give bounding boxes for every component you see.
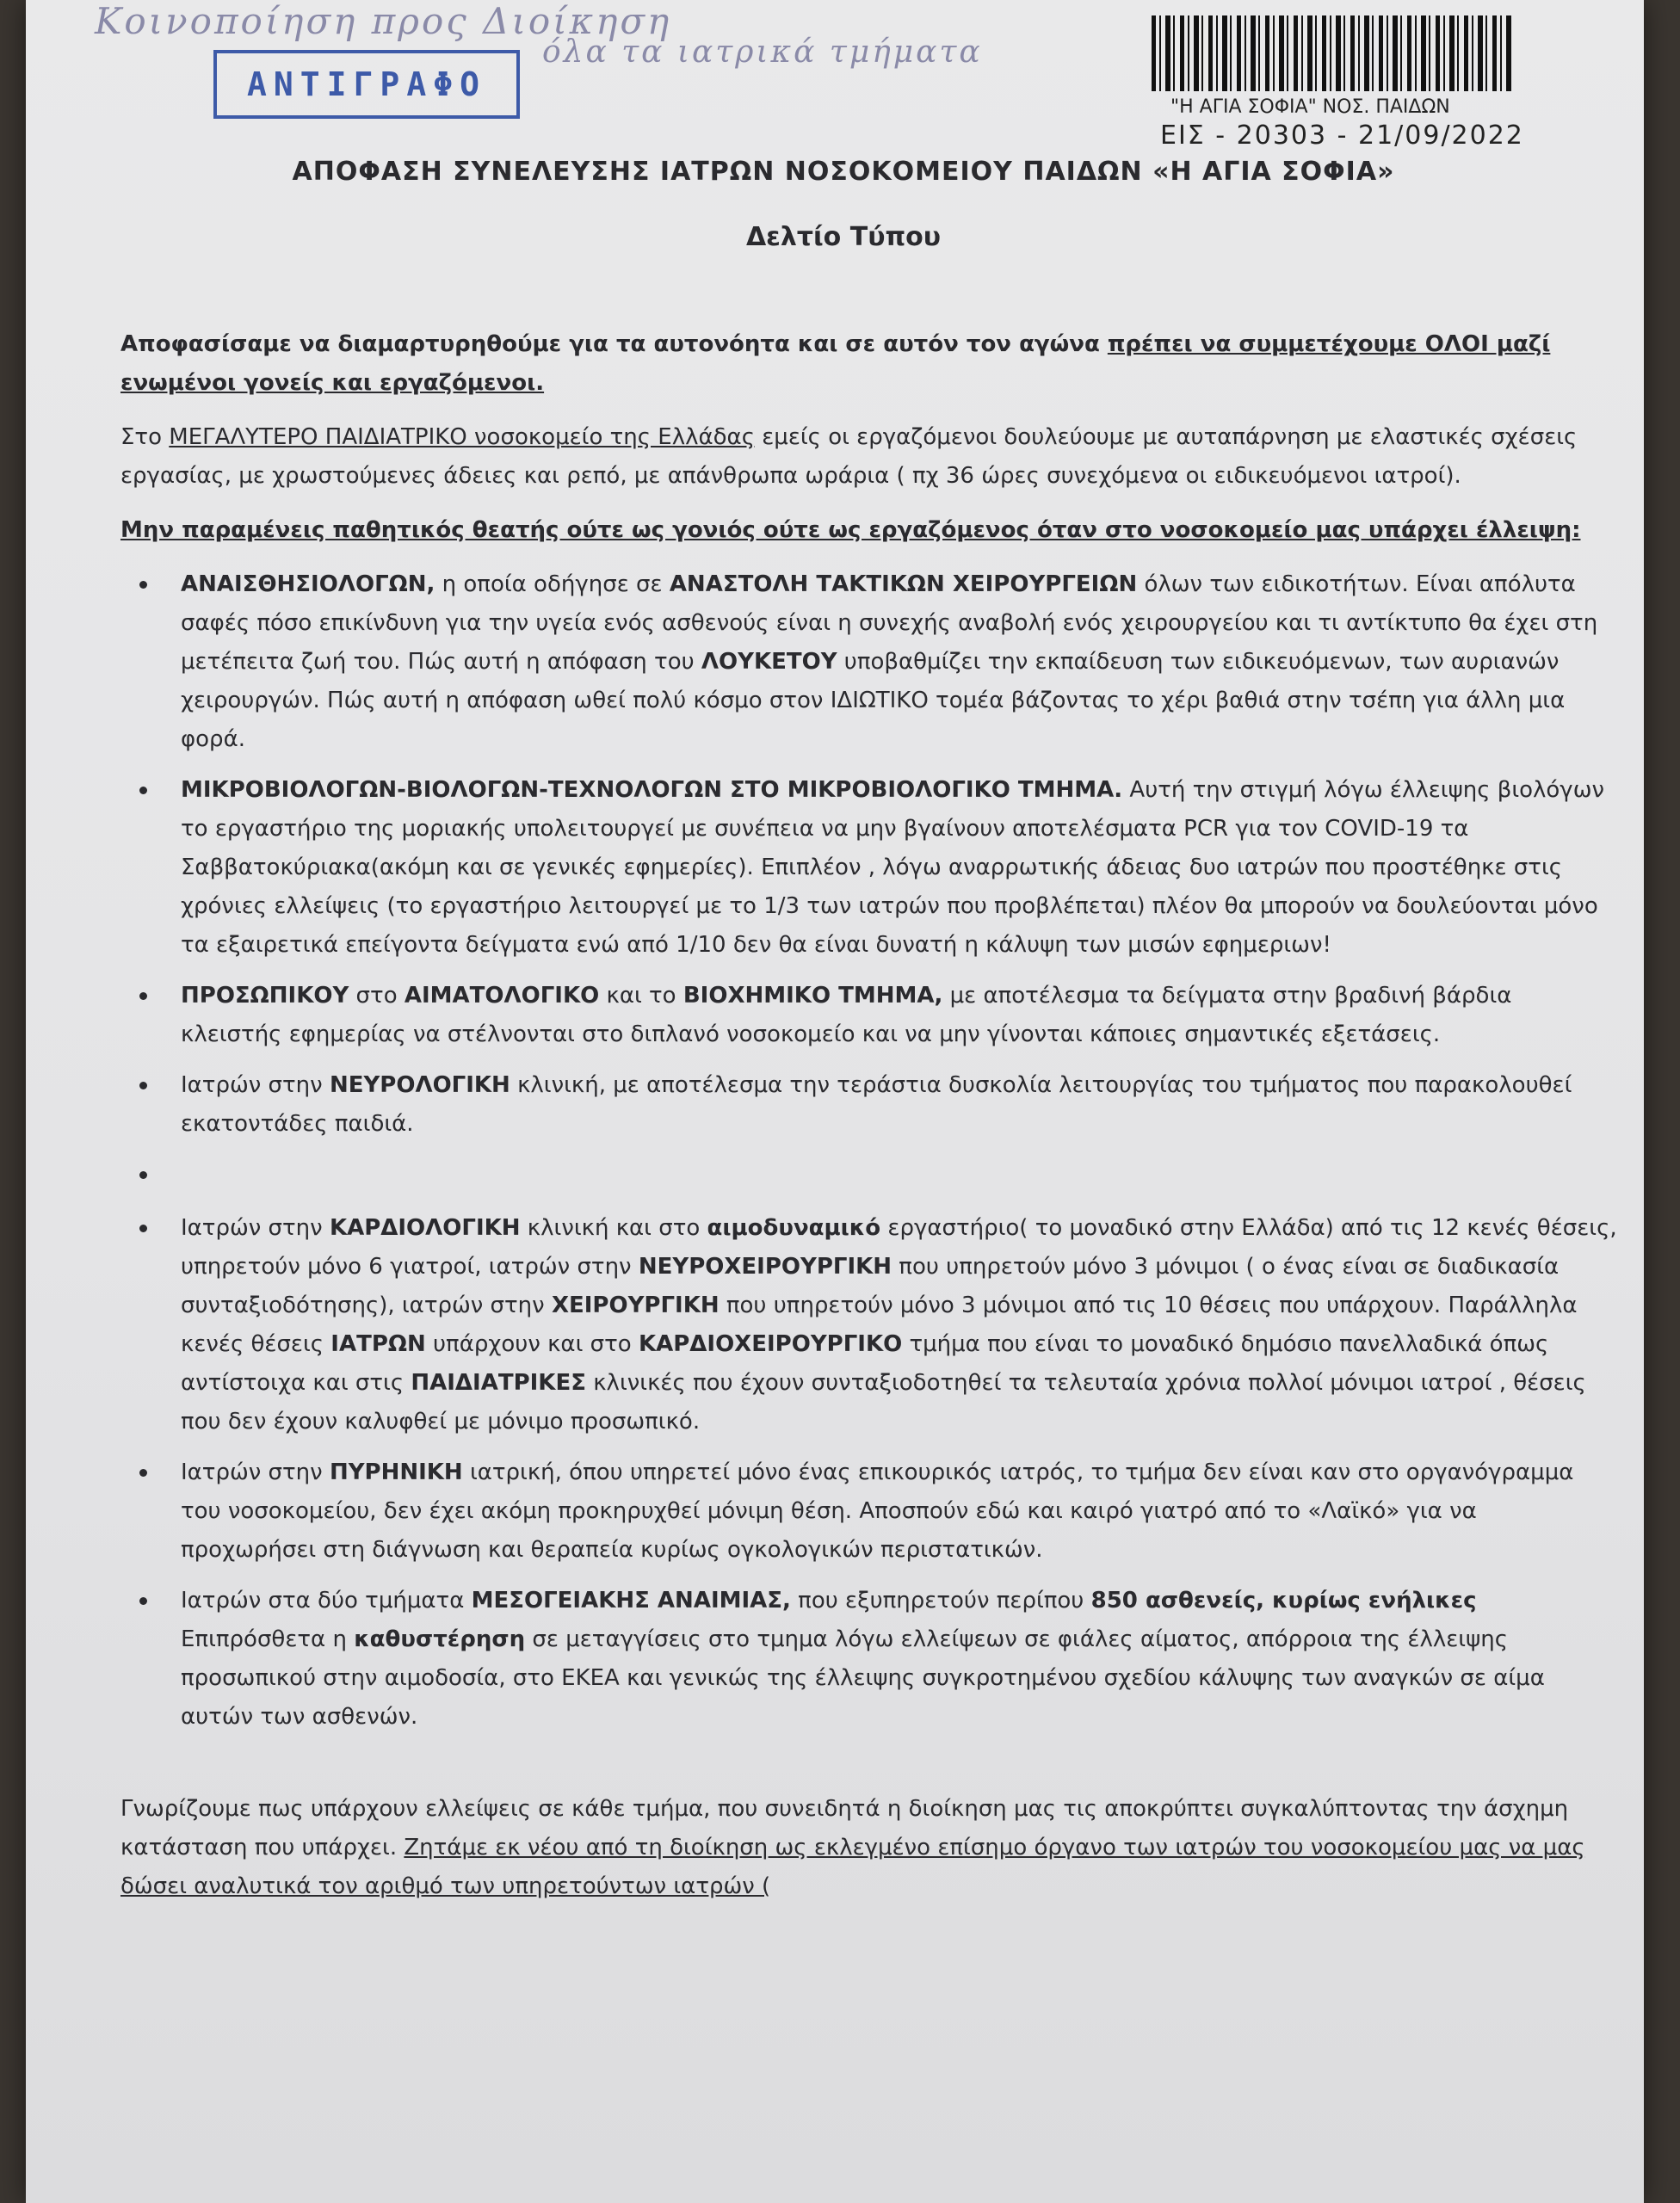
text: εργαστήριο( το μοναδικό στην Ελλάδα) από τις 12 κενές θέσεις, υπηρετούν μόνο 6 γιατροί, ιατρών στην xyxy=(181,1215,1617,1280)
bold-text: ΜΙΚΡΟΒΙΟΛΟΓΩΝ-ΒΙΟΛΟΓΩΝ-ΤΕΧΝΟΛΟΓΩΝ ΣΤΟ ΜΙΚΡΟΒΙΟΛΟΓΙΚΟ ΤΜΗΜΑ. xyxy=(181,777,1123,803)
intro-paragraph xyxy=(120,325,1618,403)
bold-text: ΒΙΟΧΗΜΙΚΟ ΤΜΗΜΑ, xyxy=(682,983,943,1009)
copy-stamp xyxy=(213,50,520,119)
text: ιατρική, όπου υπηρετεί μόνο ένας επικουρικός ιατρός, το τμήμα δεν είναι καν στο οργανόγραμμα του νοσοκομείου, δεν έχει ακόμη προκηρυχθεί μόνιμη θέση. Αποσπούν εδώ και καιρό γιατρό από το «Λαϊκό» για να προχωρήσει στη διάγνωση και θεραπεία κυρίως ογκολογικών περιστατικών. xyxy=(181,1459,1574,1563)
section-heading: Μην παραμένεις παθητικός θεατής ούτε ως γονιός ούτε ως εργαζόμενος όταν στο νοσοκομείο μας υπάρχει έλλειψη: xyxy=(120,517,1581,543)
bold-text: ΠΥΡΗΝΙΚΗ xyxy=(329,1459,463,1485)
text: Αυτή την στιγμή λόγω έλλειψης βιολόγων το εργαστήριο της μοριακής υπολειτουργεί με συνέπεια να μην βγαίνουν αποτελέσματα PCR για τον COVID-19 τα Σαββατοκύριακα(ακόμη και σε γενικές εφημερίες). Επιπλέον , λόγω αναρρωτικής άδειας δυο ιατρών που προστέθηκε στις χρόνιες ελλείψεις (το εργαστήριο λειτουργεί με το 1/3 των ιατρών που προβλέπεται) πλέον θα μπορούν να δουλεύονται μόνο τα εξαιρετικά επείγοντα δείγματα ενώ από 1/10 δεν θα είναι δυνατή η κάλυψη των μισών εφημεριων! xyxy=(181,777,1604,958)
para1-underlined: ΜΕΓΑΛΥΤΕΡΟ ΠΑΙΔΙΑΤΡΙΚΟ νοσοκομείο της Ελλάδας xyxy=(169,424,755,450)
document-body xyxy=(120,325,1618,1922)
handwritten-note-line1: Κοινοποίηση προς Διοίκηση xyxy=(95,0,672,42)
list-item xyxy=(120,1582,1618,1737)
bold-text: καθυστέρηση xyxy=(354,1626,526,1652)
para1-rest: εμείς οι εργαζόμενοι δουλεύουμε με αυταπάρνηση με ελαστικές σχέσεις εργασίας, με χρωστούμενες άδειες και ρεπό, με απάνθρωπα ωράρια ( πχ 36 ώρες συνεχόμενα οι ειδικευόμενοι ιατροί). xyxy=(120,424,1578,489)
bold-text: ΜΕΣΟΓΕΙΑΚΗΣ ΑΝΑΙΜΙΑΣ, xyxy=(471,1588,791,1614)
text: κλινική, με αποτέλεσμα την τεράστια δυσκολία λειτουργίας του τμήματος που παρακολουθεί εκατοντάδες παιδιά. xyxy=(181,1072,1572,1137)
list-item xyxy=(120,1066,1618,1144)
text: σε μεταγγίσεις στο τμημα λόγω ελλείψεων σε φιάλες αίματος, απόρροια της έλλειψης προσωπικού στην αιμοδοσία, στο ΕΚΕΑ και γενικώς της έλλειψης συγκροτημένου σχεδίου κάλυψης των αναγκών σε αίμα αυτών των ασθενών. xyxy=(181,1626,1545,1730)
text: που εξυπηρετούν περίπου xyxy=(790,1588,1091,1614)
spacer xyxy=(120,1156,1618,1197)
list-item xyxy=(120,1453,1618,1570)
shortage-list xyxy=(120,565,1618,1737)
text: όλων των ειδικοτήτων. Είναι απόλυτα σαφές πόσο επικίνδυνη για την υγεία ενός ασθενούς είναι η συνεχής αναβολή ενός χειρουργείου και τι αντίκτυπο θα έχει στη μετέπειτα ζωή του. Πώς αυτή η απόφαση του xyxy=(181,571,1598,675)
bold-text: ΑΙΜΑΤΟΛΟΓΙΚΟ xyxy=(404,983,600,1009)
closing-text: Γνωρίζουμε πως υπάρχουν ελλείψεις σε κάθε τμήμα, που συνειδητά η διοίκηση μας τις αποκρύπτει συγκαλύπτοντας την άσχημη κατάσταση που υπάρχει. xyxy=(120,1796,1569,1861)
text: κλινικές που έχουν συνταξιοδοτηθεί τα τελευταία χρόνια πολλοί μόνιμοι ιατροί , θέσεις που δεν έχουν καλυφθεί με μόνιμο προσωπικό. xyxy=(181,1370,1586,1435)
text: Ιατρών στην xyxy=(181,1215,330,1241)
document-title: ΑΠΟΦΑΣΗ ΣΥΝΕΛΕΥΣΗΣ ΙΑΤΡΩΝ ΝΟΣΟΚΟΜΕΙΟΥ ΠΑΙΔΩΝ «Η ΑΓΙΑ ΣΟΦΙΑ» xyxy=(292,157,1395,187)
text: κλινική και στο xyxy=(520,1215,707,1241)
bold-text: ΝΕΥΡΟΧΕΙΡΟΥΡΓΙΚΗ xyxy=(638,1254,892,1280)
bold-text: ΑΝΑΙΣΘΗΣΙΟΛΟΓΩΝ, xyxy=(181,571,435,597)
text: Ιατρών στην xyxy=(181,1072,330,1098)
text: υποβαθμίζει την εκπαίδευση των ειδικευόμενων, των αυριανών χειρουργών. Πώς αυτή η απόφαση ωθεί πολύ κόσμο στον xyxy=(181,649,1560,713)
text: υπάρχουν και στο xyxy=(425,1331,639,1357)
bold-text: ΠΑΙΔΙΑΤΡΙΚΕΣ xyxy=(411,1370,586,1396)
handwritten-note-line2: όλα τα ιατρικά τμήματα xyxy=(542,34,983,70)
text: με αποτέλεσμα τα δείγματα στην βραδινή βάρδια κλειστής εφημερίας να στέλνονται στο διπλανό νοσοκομείο και να μην γίνονται κάποιες σημαντικές εξετάσεις. xyxy=(181,983,1512,1047)
text: στο xyxy=(349,983,405,1009)
bold-text: ΚΑΡΔΙΟΛΟΓΙΚΗ xyxy=(329,1215,521,1241)
intro-text: Αποφασίσαμε να διαμαρτυρηθούμε για τα αυτονόητα και σε αυτόν τον αγώνα xyxy=(120,331,1108,357)
paragraph-1 xyxy=(120,418,1618,496)
bold-text: ΑΝΑΣΤΟΛΗ ΤΑΚΤΙΚΩΝ ΧΕΙΡΟΥΡΓΕΙΩΝ xyxy=(669,571,1138,597)
text: τμήμα που είναι το μοναδικό δημόσιο πανελλαδικά όπως αντίστοιχα και στις xyxy=(181,1331,1549,1396)
bold-text: αιμοδυναμικό xyxy=(707,1215,881,1241)
protocol-number: ΕΙΣ - 20303 - 21/09/2022 xyxy=(1160,120,1524,151)
text: Ιατρών στην xyxy=(181,1459,330,1485)
bold-text: 850 ασθενείς, κυρίως ενήλικες xyxy=(1090,1588,1477,1614)
text: Ιατρών στα δύο τμήματα xyxy=(181,1588,472,1614)
intro-underlined: πρέπει να συμμετέχουμε ΟΛΟΙ μαζί ενωμένοι γονείς και εργαζόμενοι. xyxy=(120,331,1551,396)
bold-text: ΚΑΡΔΙΟΧΕΙΡΟΥΡΓΙΚΟ xyxy=(638,1331,903,1357)
text: που υπηρετούν μόνο 3 μόνιμοι από τις 10 θέσεις που υπάρχουν. Παράλληλα κενές θέσεις xyxy=(181,1293,1578,1357)
bold-text: ΝΕΥΡΟΛΟΓΙΚΗ xyxy=(329,1072,510,1098)
text: που υπηρετούν μόνο 3 μόνιμοι ( ο ένας είναι σε διαδικασία συνταξιοδότησης), ιατρών στην xyxy=(181,1254,1560,1318)
closing-underlined: Ζητάμε εκ νέου από τη διοίκηση ως εκλεγμένο επίσημο όργανο των ιατρών του νοσοκομείου μας να μας δώσει αναλυτικά τον αριθμό των υπηρετούντων ιατρών ( xyxy=(120,1835,1585,1899)
bold-text: ΙΑΤΡΩΝ xyxy=(330,1331,426,1357)
list-item xyxy=(120,977,1618,1054)
bold-text: ΛΟΥΚΕΤΟΥ xyxy=(701,649,837,675)
text: ΙΔΙΩΤΙΚΟ xyxy=(830,688,929,713)
barcode-icon xyxy=(1152,15,1513,91)
barcode-label: "Η ΑΓΙΑ ΣΟΦΙΑ" ΝΟΣ. ΠΑΙΔΩΝ xyxy=(1170,96,1450,118)
text: τομέα βάζοντας το χέρι βαθιά στην τσέπη για άλλη μια φορά. xyxy=(181,688,1566,752)
document-page xyxy=(26,0,1644,2203)
list-item xyxy=(120,565,1618,759)
copy-stamp-label: ΑΝΤΙΓΡΑΦΟ xyxy=(247,65,486,103)
text: και το xyxy=(599,983,683,1009)
text: η οποία οδήγησε σε xyxy=(435,571,670,597)
bold-text: ΧΕΙΡΟΥΡΓΙΚΗ xyxy=(551,1293,720,1318)
document-subtitle: Δελτίο Τύπου xyxy=(745,222,942,252)
bold-text: ΠΡΟΣΩΠΙΚΟΥ xyxy=(181,983,349,1009)
text: Επιπρόσθετα η xyxy=(181,1626,355,1652)
list-item xyxy=(120,771,1618,965)
list-item xyxy=(120,1209,1618,1441)
closing-paragraph xyxy=(120,1790,1618,1906)
para1-start: Στο xyxy=(120,424,170,450)
